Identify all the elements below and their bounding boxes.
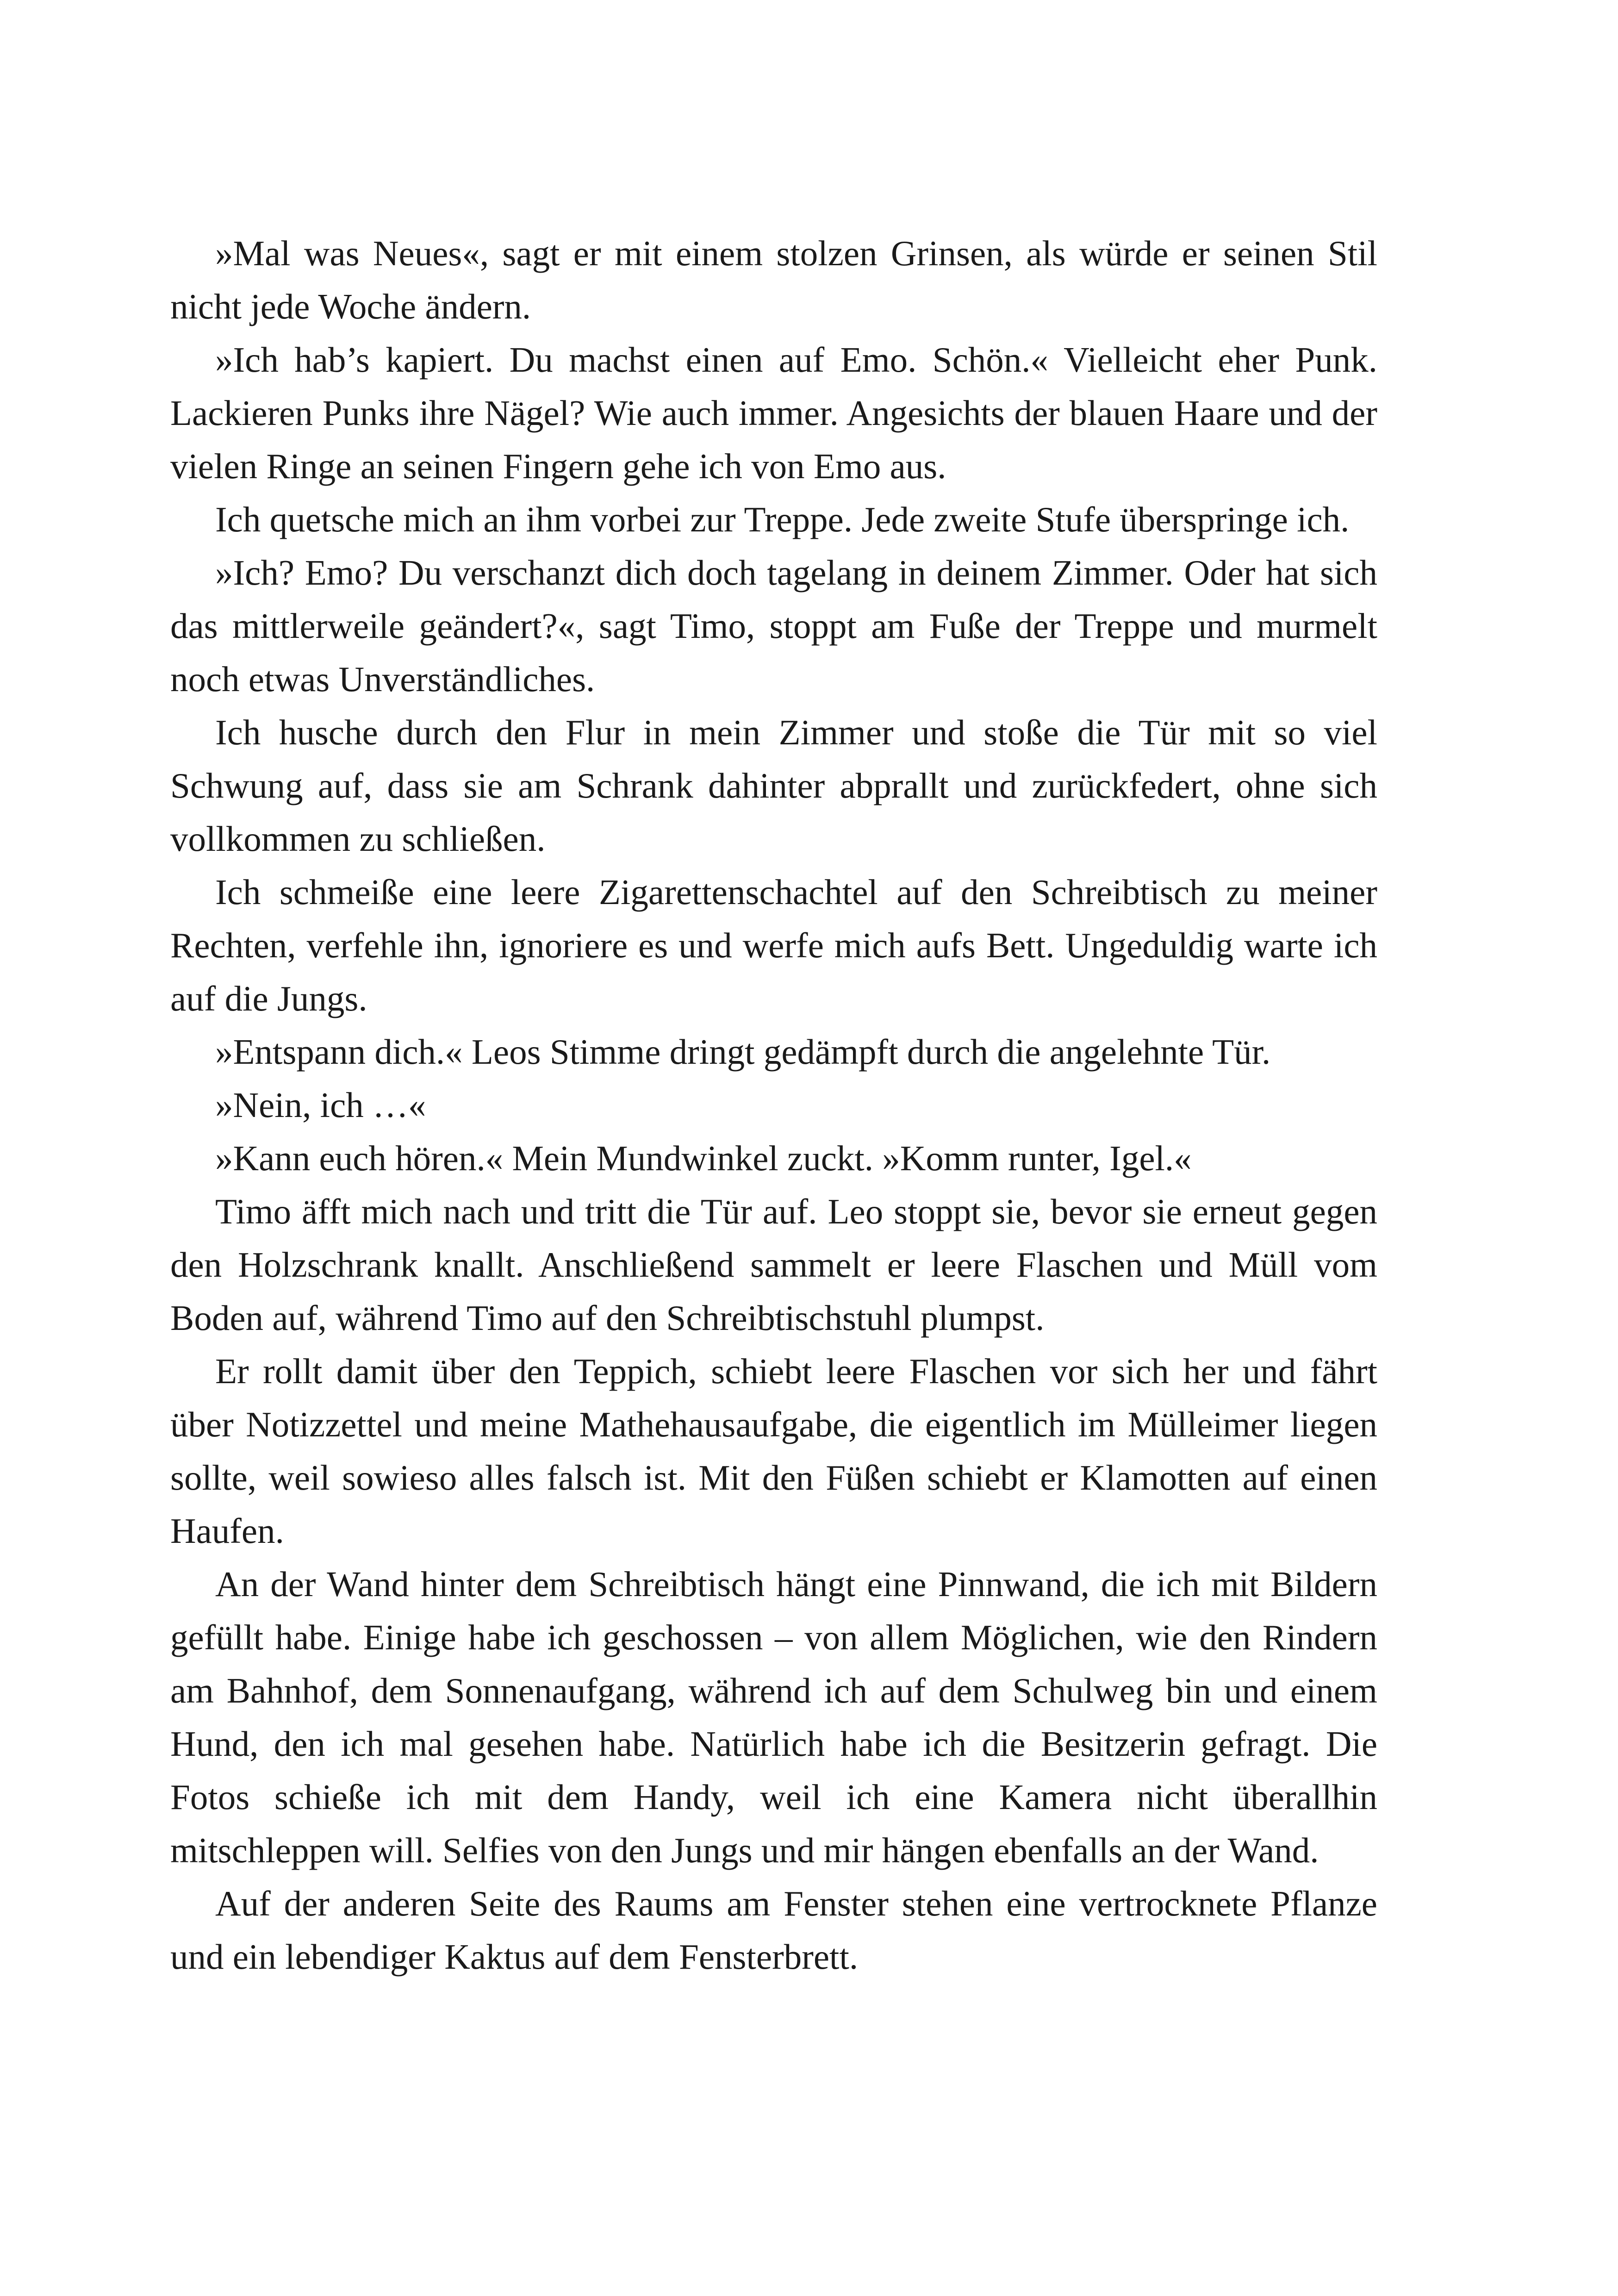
paragraph: Er rollt damit über den Teppich, schiebt leere Flaschen vor sich her und fährt über Notizzettel und meine Mathehausaufgabe, die eigentlich im Mülleimer liegen sollte, weil sowieso alles falsch ist. Mit den Füßen schiebt er Klamotten auf einen Haufen. (170, 1351, 1377, 1551)
paragraph: »Ich hab’s kapiert. Du machst einen auf Emo. Schön.« Vielleicht eher Punk. Lackieren Punks ihre Nägel? Wie auch immer. Angesichts der blauen Haare und der vielen Ringe an seinen Fingern gehe ich von Emo aus. (170, 340, 1377, 486)
paragraph: Ich quetsche mich an ihm vorbei zur Treppe. Jede zweite Stufe überspringe ich. (215, 499, 1350, 539)
paragraph: »Ich? Emo? Du verschanzt dich doch tagelang in deinem Zimmer. Oder hat sich das mittlerweile geändert?«, sagt Timo, stoppt am Fuße der Treppe und murmelt noch etwas Unverständliches. (170, 553, 1377, 699)
paragraph: An der Wand hinter dem Schreibtisch hängt eine Pinnwand, die ich mit Bildern gefüllt habe. Einige habe ich geschossen – von allem Möglichen, wie den Rindern am Bahnhof, dem Sonnenaufgang, während ich auf dem Schulweg bin und einem Hund, den ich mal gesehen habe. Natürlich habe ich die Besitzerin gefragt. Die Fotos schieße ich mit dem Handy, weil ich eine Kamera nicht überallhin mitschleppen will. Selfies von den Jungs und mir hängen ebenfalls an der Wand. (170, 1564, 1377, 1870)
paragraph: Timo äfft mich nach und tritt die Tür auf. Leo stoppt sie, bevor sie erneut gegen den Holzschrank knallt. Anschließend sammelt er leere Flaschen und Müll vom Boden auf, während Timo auf den Schreibtischstuhl plumpst. (170, 1192, 1377, 1338)
paragraph: Ich husche durch den Flur in mein Zimmer und stoße die Tür mit so viel Schwung auf, dass sie am Schrank dahinter abprallt und zurückfedert, ohne sich vollkommen zu schließen. (170, 712, 1377, 859)
paragraph: Ich schmeiße eine leere Zigarettenschachtel auf den Schreibtisch zu meiner Rechten, verfehle ihn, ignoriere es und werfe mich aufs Bett. Ungeduldig warte ich auf die Jungs. (170, 872, 1377, 1018)
body-text (170, 227, 1377, 1984)
paragraph: »Mal was Neues«, sagt er mit einem stolzen Grinsen, als würde er seinen Stil nicht jede Woche ändern. (170, 233, 1377, 326)
paragraph: Auf der anderen Seite des Raums am Fenster stehen eine vertrocknete Pflanze und ein lebendiger Kaktus auf dem Fensterbrett. (170, 1884, 1377, 1977)
paragraph: »Kann euch hören.« Mein Mundwinkel zuckt. »Komm runter, Igel.« (215, 1138, 1192, 1178)
paragraph: »Entspann dich.« Leos Stimme dringt gedämpft durch die angelehnte Tür. (215, 1032, 1271, 1072)
paragraph: »Nein, ich …« (215, 1085, 426, 1125)
